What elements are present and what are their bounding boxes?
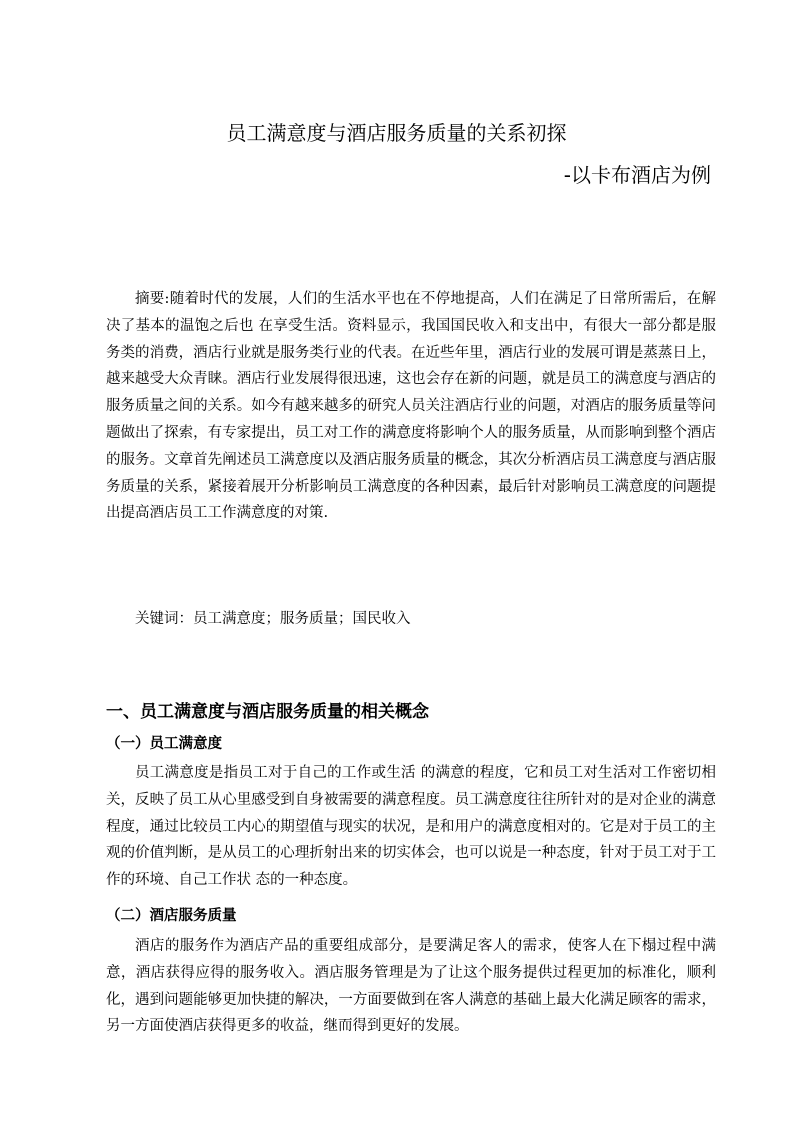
subsection-2-paragraph: 酒店的服务作为酒店产品的重要组成部分，是要满足客人的需求，使客人在下榻过程中满意，酒店获得应得的服务收入。酒店服务管理是为了让这个服务提供过程更加的标准化，顺利化，遇到问题能够更加快捷的解决，一方面要做到在客人满意的基础上最大化满足顾客的需求，另一方面使酒店获得更多的收益，继而得到更好的发展。 [106, 938, 716, 1035]
document-title: 员工满意度与酒店服务质量的关系初探 [226, 121, 567, 145]
document-subtitle: -以卡布酒店为例 [563, 163, 711, 187]
subsection-1-paragraph: 员工满意度是指员工对于自己的工作或生活 的满意的程度，它和员工对生活对工作密切相关，反映了员工从心里感受到自身被需要的满意程度。员工满意度往往所针对的是对企业的满意程度，通过比较员工内心的期望值与现实的状况，是和用户的满意度相对的。它是对于员工的主观的价值判断，是从员工的心理折射出来的切实体会，也可以说是一种态度，针对于员工对于工作的环境、自己工作状 态的一种态度。 [106, 765, 716, 889]
abstract-paragraph: 摘要:随着时代的发展，人们的生活水平也在不停地提高，人们在满足了日常所需后，在解决了基本的温饱之后也 在享受生活。资料显示，我国国民收入和支出中，有很大一部分都是服务类的消费，酒店行业就是服务类行业的代表。在近些年里，酒店行业的发展可谓是蒸蒸日上，越来越受大众青睐。酒店行业发展得很迅速，这也会存在新的问题，就是员工的满意度与酒店的服务质量之间的关系。如今有越来越多的研究人员关注酒店行业的问题，对酒店的服务质量等问题做出了探索，有专家提出，员工对工作的满意度将影响个人的服务质量，从而影响到整个酒店的服务。文章首先阐述员工满意度以及酒店服务质量的概念，其次分析酒店员工满意度与酒店服务质量的关系，紧接着展开分析影响员工满意度的各种因素，最后针对影响员工满意度的问题提出提高酒店员工工作满意度的对策. [106, 291, 716, 522]
keywords-line: 关键词：员工满意度；服务质量；国民收入 [135, 611, 411, 627]
section-1-heading: 一、员工满意度与酒店服务质量的相关概念 [106, 702, 429, 722]
subsection-2-heading: （二）酒店服务质量 [106, 908, 237, 924]
subsection-1-heading: （一）员工满意度 [106, 736, 222, 752]
